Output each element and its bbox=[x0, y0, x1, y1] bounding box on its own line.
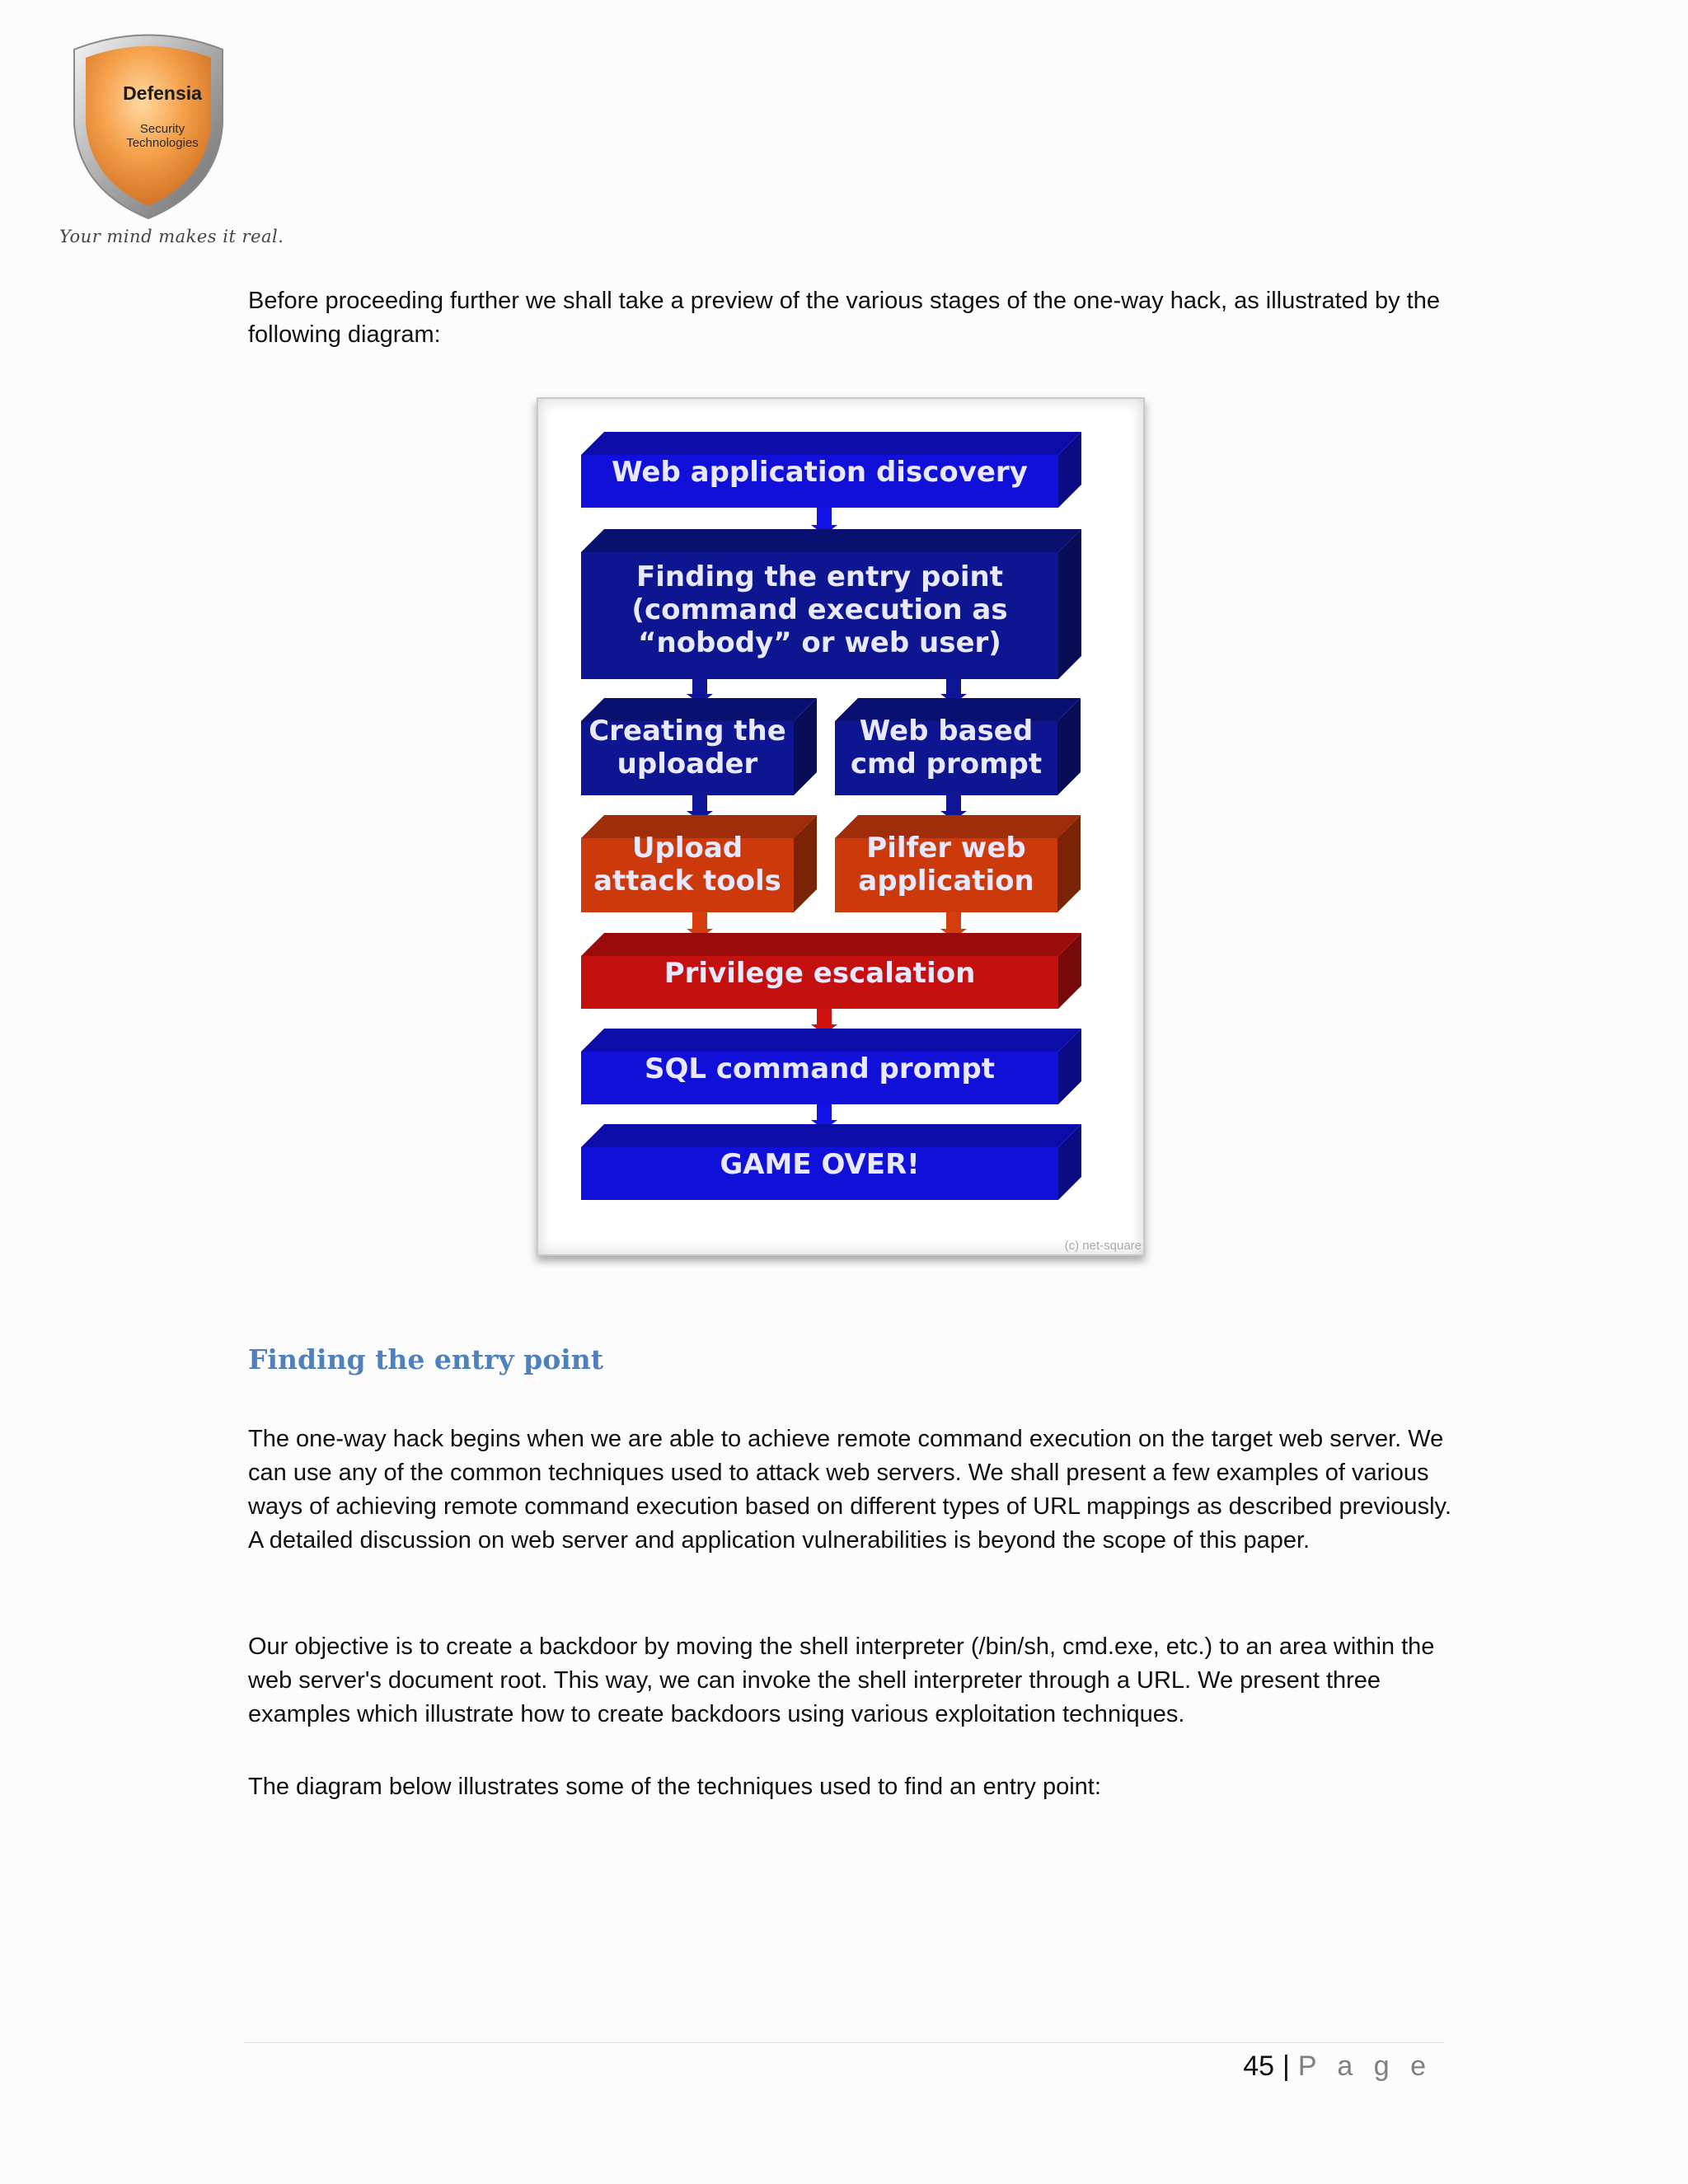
diagram-step-label: cmd prompt bbox=[850, 747, 1043, 780]
diagram-step bbox=[581, 815, 817, 912]
logo-subtitle-line2: Technologies bbox=[126, 136, 199, 150]
diagram-step-label: SQL command prompt bbox=[644, 1052, 996, 1085]
diagram-step bbox=[835, 815, 1081, 912]
diagram-step bbox=[581, 698, 817, 795]
diagram-step-label: “nobody” or web user) bbox=[638, 626, 1001, 659]
diagram-step-label: Creating the bbox=[588, 714, 786, 748]
intro-paragraph: Before proceeding further we shall take a preview of the various stages of the one-way hack, as illustrated by the following diagram: bbox=[248, 288, 1440, 348]
company-logo bbox=[58, 25, 239, 255]
diagram-step bbox=[581, 1029, 1081, 1104]
page-footer bbox=[1243, 2050, 1432, 2083]
diagram-step-label: attack tools bbox=[593, 864, 781, 898]
diagram-step-label: Privilege escalation bbox=[663, 956, 976, 990]
logo-tagline: Your mind makes it real. bbox=[59, 227, 284, 246]
logo-brand: Defensia bbox=[123, 82, 202, 104]
diagram-step-label: Upload bbox=[631, 831, 743, 865]
diagram-step-label: uploader bbox=[617, 747, 758, 780]
diagram-step-label: application bbox=[858, 864, 1034, 898]
page-number: 45 bbox=[1243, 2050, 1275, 2082]
diagram-step bbox=[835, 698, 1081, 795]
diagram-step bbox=[581, 1124, 1081, 1200]
diagram-copyright: (c) net-square bbox=[1064, 1239, 1142, 1253]
diagram-step-label: Pilfer web bbox=[866, 831, 1026, 865]
paragraph-1: The one-way hack begins when we are able to achieve remote command execution on the target web server. We can use any of the common techniques used to attack web servers. We shall present a few examples of various ways of achieving remote command execution based on different types of URL mappings as described previously. A detailed discussion on web server and application vulnerabilities is beyond the scope of this paper. bbox=[248, 1426, 1451, 1554]
paragraph-2: Our objective is to create a backdoor by moving the shell interpreter (/bin/sh, cmd.exe, etc.) to an area within the web server's document root. This way, we can invoke the shell interpreter through a URL. We present three examples which illustrate how to create backdoors using various exploitation techniques. bbox=[248, 1633, 1435, 1727]
diagram-step bbox=[581, 529, 1081, 679]
diagram-step bbox=[581, 432, 1081, 508]
diagram-step-label: GAME OVER! bbox=[720, 1147, 920, 1181]
diagram-canvas bbox=[538, 399, 1143, 1254]
diagram-step-label: Web application discovery bbox=[612, 455, 1028, 489]
page-separator: | bbox=[1282, 2050, 1290, 2082]
diagram-step bbox=[581, 933, 1081, 1009]
diagram-step-label: Web based bbox=[859, 714, 1034, 748]
page-label: P a g e bbox=[1297, 2050, 1432, 2082]
diagram-step-label: (command execution as bbox=[631, 593, 1008, 626]
logo-subtitle-line1: Security bbox=[139, 122, 185, 136]
paragraph-3: The diagram below illustrates some of the techniques used to find an entry point: bbox=[248, 1774, 1101, 1800]
diagram-step-label: Finding the entry point bbox=[636, 560, 1003, 593]
one-way-hack-stages-diagram bbox=[537, 397, 1145, 1256]
section-heading: Finding the entry point bbox=[248, 1343, 603, 1376]
footer-divider bbox=[244, 2042, 1444, 2043]
